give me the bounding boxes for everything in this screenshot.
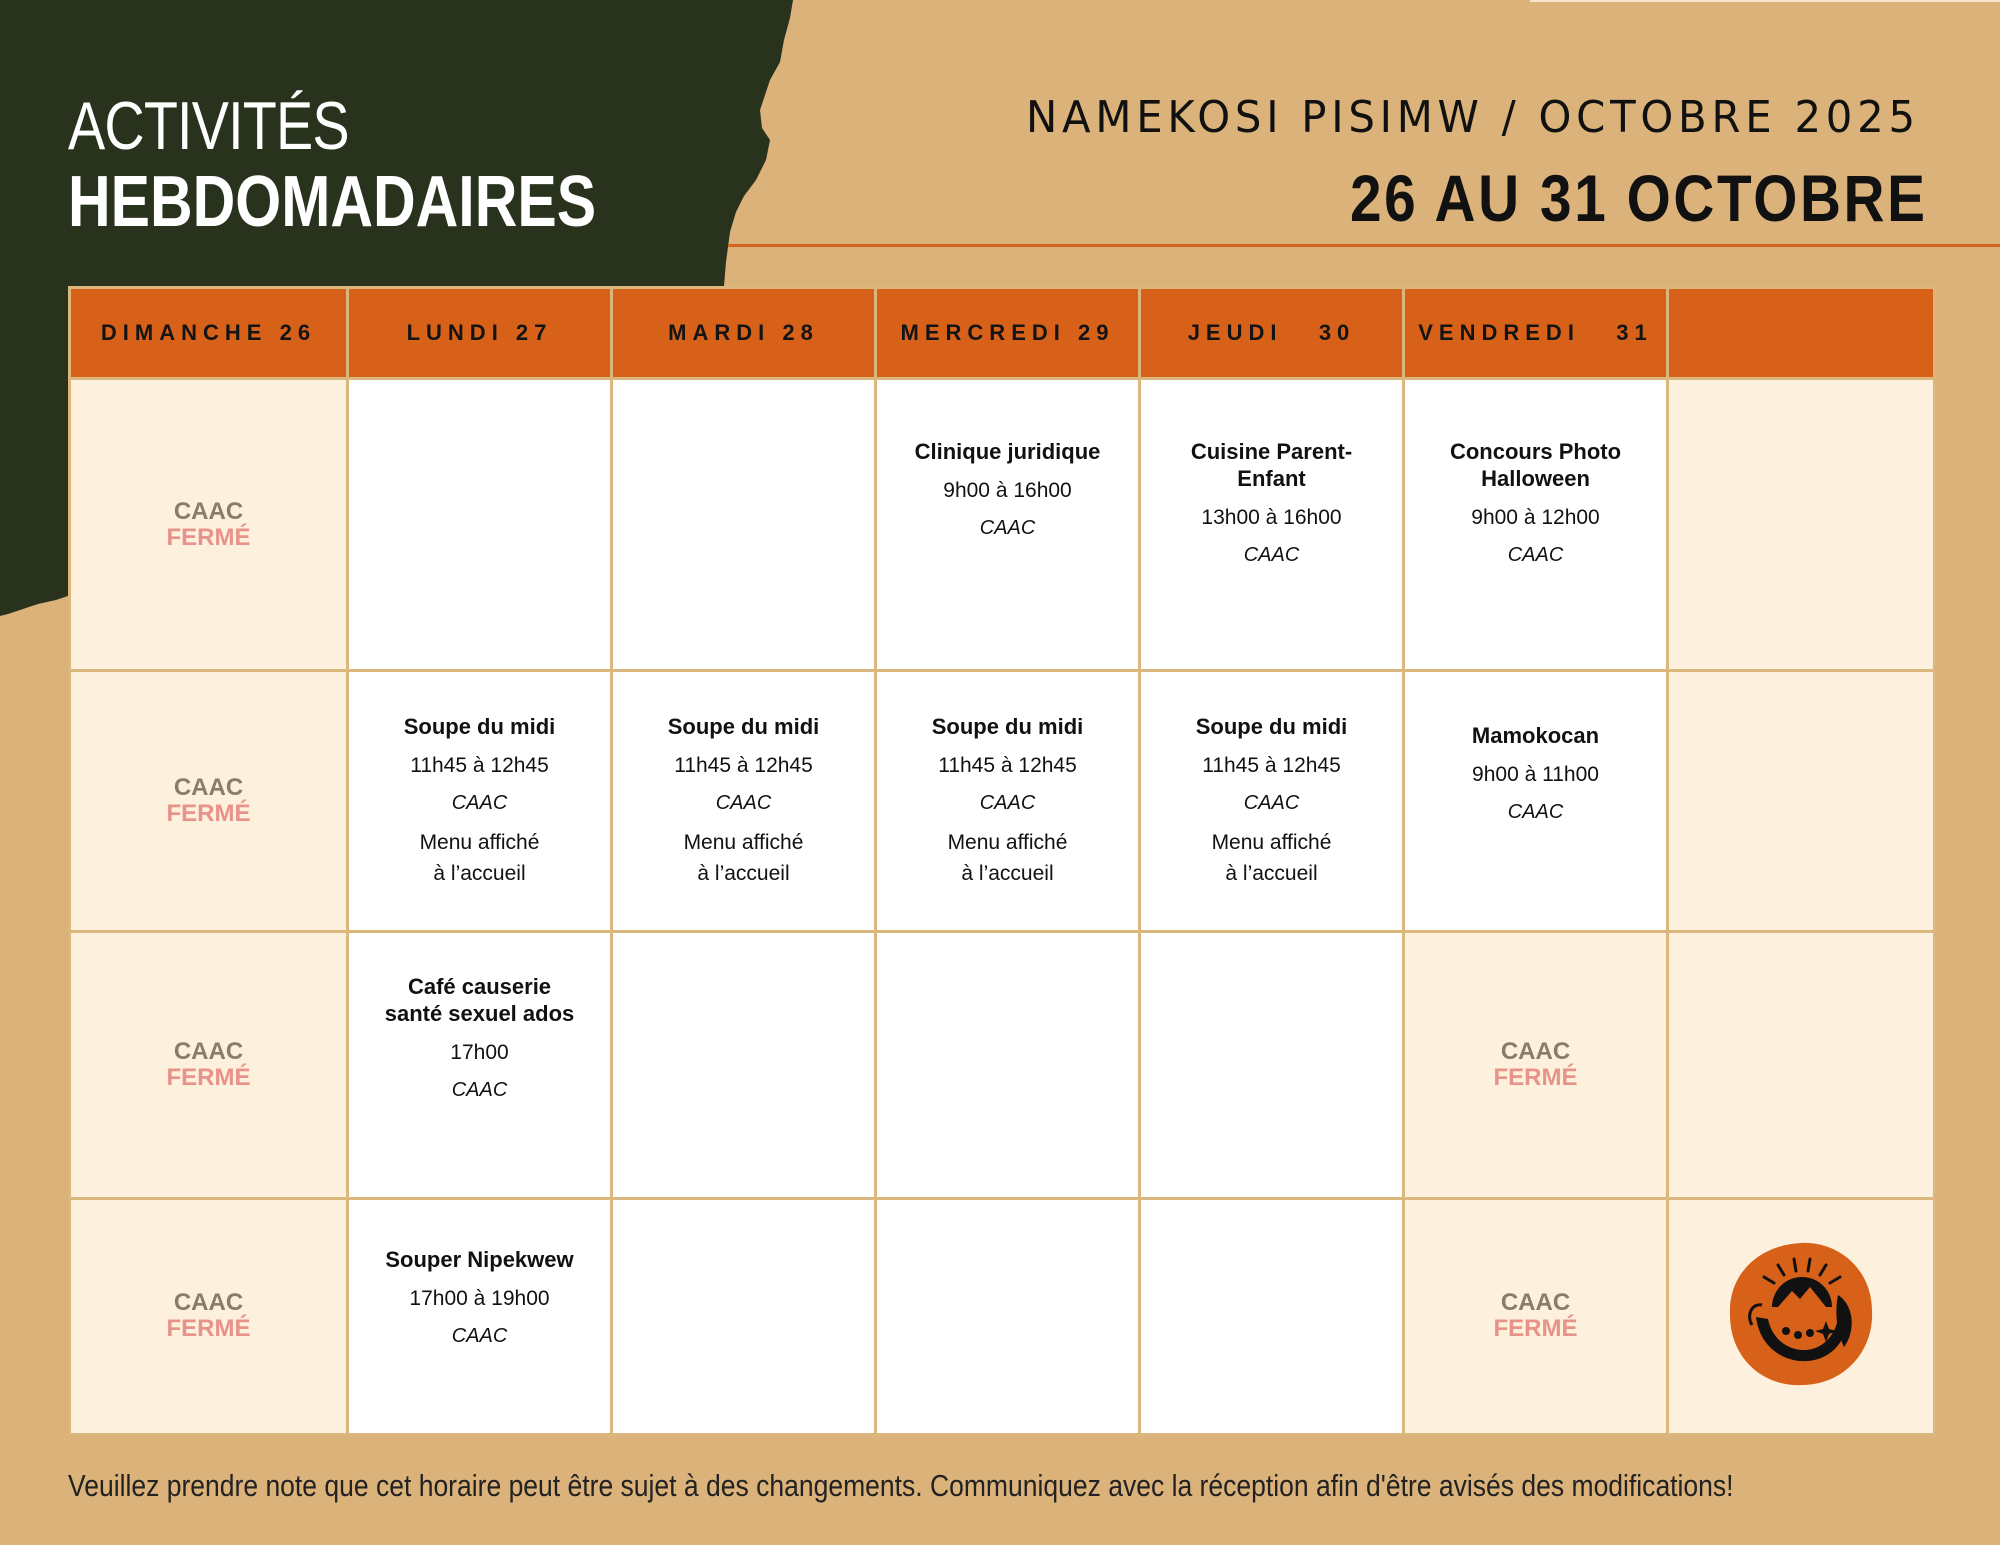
top-divider — [1530, 0, 2000, 2]
event-time: 13h00 à 16h00 — [1201, 506, 1342, 529]
empty-cell — [612, 932, 876, 1199]
event-time: 11h45 à 12h45 — [674, 754, 813, 778]
event-note-line: Menu affiché — [683, 831, 804, 855]
event-time: 9h00 à 16h00 — [943, 479, 1072, 502]
event-time: 9h00 à 11h00 — [1472, 763, 1599, 787]
subtitle: NAMEKOSI PISIMW / OCTOBRE 2025 — [1026, 92, 1920, 143]
empty-cell — [876, 1198, 1140, 1434]
event-title: Soupe du midi — [403, 714, 556, 740]
weekly-calendar — [68, 286, 1936, 1436]
day-header-blank — [1668, 288, 1935, 379]
empty-cell — [1668, 379, 1935, 671]
event-note — [1142, 827, 1401, 889]
day-header-dimanche: DIMANCHE 26 — [70, 288, 348, 379]
event-cell-soupe — [1140, 671, 1404, 932]
event-title: Soupe du midi — [667, 714, 820, 740]
closed-cell — [70, 379, 348, 671]
event-title-line: santé sexuel ados — [384, 1001, 575, 1027]
closed-cell — [70, 1198, 348, 1434]
event-note-line: Menu affiché — [419, 831, 540, 855]
title-line-2: HEBDOMADAIRES — [68, 162, 597, 242]
event-cell-soupe — [348, 671, 612, 932]
day-header-mardi: MARDI 28 — [612, 288, 876, 379]
day-header-mercredi: MERCREDI 29 — [876, 288, 1140, 379]
empty-cell — [612, 1198, 876, 1434]
day-header-lundi: LUNDI 27 — [348, 288, 612, 379]
calendar-row — [70, 379, 1935, 671]
event-title — [1406, 438, 1665, 492]
event-note-line: à l’accueil — [1225, 862, 1318, 886]
empty-cell — [1140, 932, 1404, 1199]
event-cell-clinique — [876, 379, 1140, 671]
closed-status: FERMÉ — [166, 800, 251, 828]
event-time: 9h00 à 12h00 — [1471, 506, 1600, 529]
event-note-line: à l’accueil — [961, 862, 1054, 886]
calendar-row — [70, 671, 1935, 932]
event-cell-cuisine — [1140, 379, 1404, 671]
event-place: CAAC — [1507, 801, 1564, 824]
event-cell-concours — [1404, 379, 1668, 671]
empty-cell — [348, 379, 612, 671]
date-range: 26 AU 31 OCTOBRE — [1350, 161, 1928, 235]
day-header-vendredi: VENDREDI 31 — [1404, 288, 1668, 379]
event-note — [614, 827, 873, 889]
calendar-header-row — [70, 288, 1935, 379]
event-note-line: à l’accueil — [433, 862, 526, 886]
event-title: Souper Nipekwew — [385, 1246, 574, 1272]
event-title-line: Enfant — [1237, 466, 1306, 491]
event-note — [878, 827, 1137, 889]
event-title — [1142, 438, 1401, 492]
closed-name: CAAC — [173, 497, 244, 525]
event-note-line: Menu affiché — [1211, 831, 1332, 855]
logo-cell — [1668, 1198, 1935, 1434]
event-time: 11h45 à 12h45 — [1202, 754, 1341, 778]
event-note-line: Menu affiché — [947, 831, 1068, 855]
event-cell-soupe — [612, 671, 876, 932]
event-place: CAAC — [1243, 544, 1300, 566]
event-place: CAAC — [451, 1324, 508, 1347]
closed-name: CAAC — [173, 1037, 244, 1065]
closed-cell — [70, 932, 348, 1199]
event-place: CAAC — [979, 792, 1036, 815]
day-header-jeudi: JEUDI 30 — [1140, 288, 1404, 379]
closed-name: CAAC — [173, 774, 244, 802]
event-time: 17h00 à 19h00 — [409, 1286, 550, 1310]
calendar-row — [70, 932, 1935, 1199]
event-title: Clinique juridique — [914, 439, 1101, 464]
event-cell-souper — [348, 1198, 612, 1434]
header-divider — [728, 244, 2000, 247]
closed-status: FERMÉ — [1493, 1063, 1578, 1091]
event-note — [350, 827, 609, 889]
logo-icon — [1726, 1239, 1876, 1389]
empty-cell — [1668, 671, 1935, 932]
event-place: CAAC — [451, 792, 508, 815]
closed-name: CAAC — [1500, 1037, 1571, 1065]
closed-status: FERMÉ — [166, 1063, 251, 1091]
closed-name: CAAC — [173, 1289, 244, 1317]
closed-cell — [70, 671, 348, 932]
closed-cell — [1404, 932, 1668, 1199]
empty-cell — [1668, 932, 1935, 1199]
page-title — [68, 90, 712, 242]
event-note-line: à l’accueil — [697, 862, 790, 886]
event-time: 11h45 à 12h45 — [410, 754, 549, 778]
event-time: 11h45 à 12h45 — [938, 754, 1077, 778]
event-place: CAAC — [979, 517, 1036, 539]
event-cell-soupe — [876, 671, 1140, 932]
closed-status: FERMÉ — [1493, 1315, 1578, 1343]
event-place: CAAC — [1243, 792, 1300, 815]
footer-note: Veuillez prendre note que cet horaire peut être sujet à des changements. Communiquez avec la réception afin d'être avisés des modifications! — [68, 1468, 1734, 1503]
event-title-line: Cuisine Parent- — [1190, 439, 1353, 464]
title-line-1: ACTIVITÉS — [68, 88, 349, 164]
empty-cell — [876, 932, 1140, 1199]
event-place: CAAC — [715, 792, 772, 815]
event-title: Mamokocan — [1471, 723, 1600, 749]
empty-cell — [612, 379, 876, 671]
closed-name: CAAC — [1500, 1289, 1571, 1317]
event-cell-mamokocan — [1404, 671, 1668, 932]
event-title: Soupe du midi — [931, 714, 1084, 740]
event-cell-cafe — [348, 932, 612, 1199]
event-title — [350, 973, 609, 1027]
empty-cell — [1140, 1198, 1404, 1434]
event-place: CAAC — [1507, 544, 1564, 566]
calendar-row — [70, 1198, 1935, 1434]
event-title-line: Concours Photo — [1449, 439, 1622, 464]
event-title: Soupe du midi — [1195, 714, 1348, 740]
closed-status: FERMÉ — [166, 1315, 251, 1343]
event-title-line: Halloween — [1481, 466, 1590, 491]
event-place: CAAC — [451, 1079, 508, 1102]
closed-cell — [1404, 1198, 1668, 1434]
closed-status: FERMÉ — [166, 523, 251, 551]
event-title-line: Café causerie — [407, 974, 552, 1000]
event-time: 17h00 — [450, 1041, 509, 1065]
